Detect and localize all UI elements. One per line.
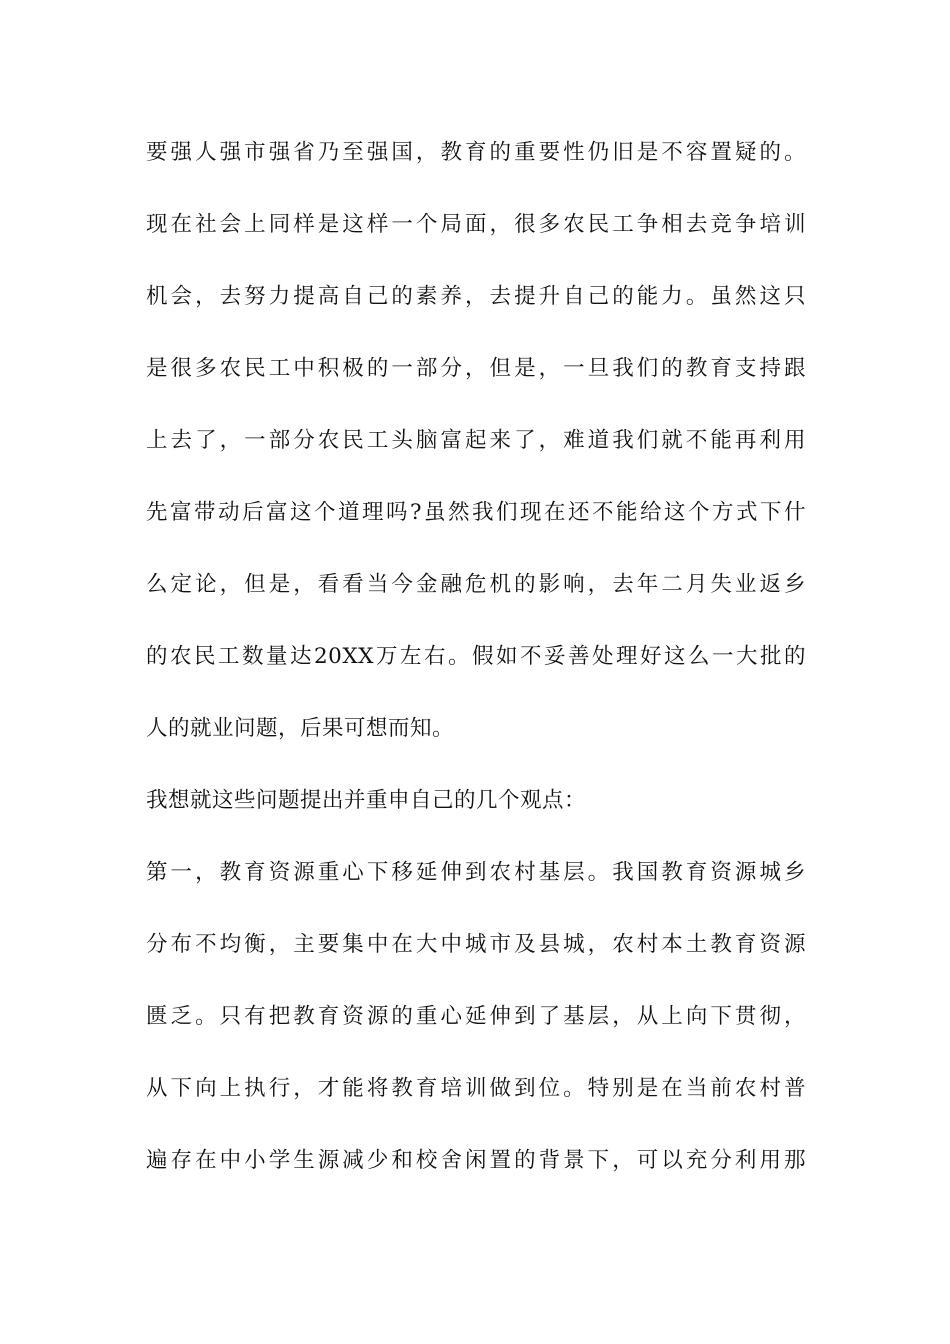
text-line-10: 我想就这些问题提出并重申自己的几个观点： xyxy=(146,788,587,813)
text-line-2: 现在社会上同样是这样一个局面，很多农民工争相去竞争培训 xyxy=(146,212,806,237)
text-line-15: 遍存在中小学生源减少和校舍闲置的背景下，可以充分利用那 xyxy=(146,1148,806,1173)
text-line-4: 是很多农民工中积极的一部分，但是，一旦我们的教育支持跟 xyxy=(146,356,806,381)
text-line-8: 的农民工数量达20XX万左右。假如不妥善处理好这么一大批的 xyxy=(146,644,806,669)
text-line-12: 分布不均衡，主要集中在大中城市及县城，农村本土教育资源 xyxy=(146,932,806,957)
text-line-5: 上去了，一部分农民工头脑富起来了，难道我们就不能再利用 xyxy=(146,428,806,453)
text-line-7: 么定论，但是，看看当今金融危机的影响，去年二月失业返乡 xyxy=(146,572,806,597)
text-line-14: 从下向上执行，才能将教育培训做到位。特别是在当前农村普 xyxy=(146,1076,806,1101)
text-line-1: 要强人强市强省乃至强国，教育的重要性仍旧是不容置疑的。 xyxy=(146,140,806,165)
text-line-13: 匮乏。只有把教育资源的重心延伸到了基层，从上向下贯彻， xyxy=(146,1004,806,1029)
text-line-9: 人的就业问题，后果可想而知。 xyxy=(146,716,455,741)
text-line-11: 第一，教育资源重心下移延伸到农村基层。我国教育资源城乡 xyxy=(146,860,806,885)
text-line-3: 机会，去努力提高自己的素养，去提升自己的能力。虽然这只 xyxy=(146,284,806,309)
text-line-6: 先富带动后富这个道理吗?虽然我们现在还不能给这个方式下什 xyxy=(146,500,806,525)
